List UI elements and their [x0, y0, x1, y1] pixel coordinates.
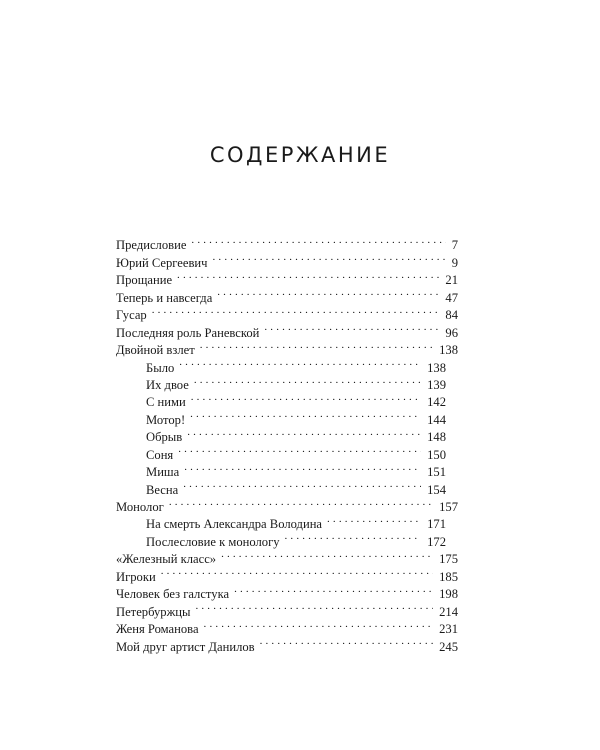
- toc-entry: [116, 232, 458, 253]
- dot-leader: [327, 511, 421, 528]
- toc-entry-page-number: 144: [427, 412, 446, 427]
- dot-leader: [260, 633, 433, 650]
- toc-subentry: [146, 424, 446, 445]
- dot-leader: [191, 389, 421, 406]
- toc-entry-title: Монолог: [116, 500, 164, 514]
- dot-leader: [190, 406, 421, 423]
- dot-leader: [152, 302, 440, 319]
- toc-subentry: [146, 441, 446, 462]
- dot-leader: [178, 441, 421, 458]
- toc-entry-page-number: 139: [427, 377, 446, 392]
- dot-leader: [184, 459, 421, 476]
- toc-subentry: [146, 372, 446, 392]
- toc-entry-page-number: 214: [439, 604, 458, 619]
- toc-entry-title: Гусар: [116, 308, 147, 323]
- toc-subentry: [146, 511, 446, 532]
- table-of-contents: [116, 232, 458, 654]
- toc-entry-title: Было: [146, 360, 175, 375]
- dot-leader: [264, 319, 439, 336]
- toc-entry-page-number: 138: [427, 360, 446, 375]
- dot-leader: [179, 354, 421, 371]
- toc-entry-page-number: 157: [439, 500, 458, 514]
- dot-leader: [200, 337, 433, 354]
- toc-entry-title: Мой друг артист Данилов: [116, 639, 255, 654]
- toc-entry-page-number: 185: [439, 569, 458, 584]
- toc-subentry: [146, 406, 446, 427]
- toc-subentry: [146, 459, 446, 480]
- toc-entry-title: Человек без галстука: [116, 587, 230, 602]
- toc-entry-title: Последняя роль Раневской: [116, 325, 260, 340]
- dot-leader: [177, 267, 439, 284]
- toc-entry-page-number: 21: [445, 273, 458, 288]
- dot-leader: [234, 581, 433, 598]
- toc-subentry: [146, 389, 446, 410]
- toc-entry-page-number: 148: [427, 430, 446, 445]
- toc-entry-page-number: 138: [439, 343, 458, 358]
- toc-entry-page-number: 150: [427, 447, 446, 462]
- toc-entry-page-number: 171: [427, 517, 446, 532]
- contents-heading: СОДЕРЖАНИЕ: [209, 143, 391, 167]
- toc-entry-title: С ними: [146, 395, 186, 410]
- toc-entry-title: Соня: [146, 447, 174, 462]
- dot-leader: [194, 372, 421, 389]
- toc-entry-title: Предисловие: [116, 238, 187, 253]
- toc-entry-page-number: 154: [427, 482, 446, 497]
- dot-leader: [285, 528, 422, 545]
- dot-leader: [169, 494, 433, 511]
- toc-entry-title: Весна: [146, 482, 179, 497]
- toc-entry-page-number: 175: [439, 552, 458, 567]
- toc-entry-page-number: 198: [439, 587, 458, 602]
- dot-leader: [213, 249, 446, 266]
- dot-leader: [196, 598, 434, 615]
- toc-entry-page-number: 151: [427, 465, 446, 480]
- toc-entry-page-number: 47: [445, 290, 458, 305]
- toc-entry-page-number: 142: [427, 395, 446, 410]
- toc-entry-title: Их двое: [146, 377, 189, 392]
- toc-subentry: [146, 476, 446, 497]
- toc-entry-title: Двойной взлет: [116, 343, 195, 358]
- toc-entry-title: «Железный класс»: [116, 552, 217, 567]
- toc-entry-title: На смерть Александра Володина: [146, 517, 323, 532]
- toc-entry-page-number: 84: [445, 308, 458, 323]
- toc-subentry: [146, 354, 446, 375]
- dot-leader: [217, 284, 439, 301]
- dot-leader: [161, 563, 433, 580]
- toc-entry: [116, 563, 458, 584]
- toc-entry-title: Петербуржцы: [116, 604, 191, 619]
- toc-entry-page-number: 9: [451, 255, 458, 270]
- toc-entry-title: Мотор!: [146, 412, 186, 427]
- toc-entry-page-number: 245: [439, 639, 458, 654]
- toc-entry: [116, 581, 458, 602]
- toc-entry-page-number: 231: [439, 622, 458, 637]
- toc-entry-page-number: 172: [427, 534, 446, 549]
- toc-entry-title: Обрыв: [146, 430, 183, 445]
- toc-entry: [116, 302, 458, 323]
- dot-leader: [221, 546, 433, 563]
- dot-leader: [183, 476, 421, 493]
- toc-entry-title: Юрий Сергеевич: [116, 255, 208, 270]
- toc-entry-title: Теперь и навсегда: [116, 290, 213, 305]
- toc-entry-title: Игроки: [116, 569, 156, 584]
- toc-entry-page-number: 96: [445, 325, 458, 340]
- toc-entry-title: Прощание: [116, 273, 173, 288]
- dot-leader: [191, 232, 445, 249]
- toc-entry-title: Миша: [146, 465, 180, 480]
- dot-leader: [204, 616, 434, 633]
- toc-entry: [116, 319, 458, 340]
- toc-entry-title: Женя Романова: [116, 622, 199, 637]
- dot-leader: [187, 424, 421, 441]
- toc-entry-title: Послесловие к монологу: [146, 534, 280, 549]
- toc-entry-page-number: 7: [451, 238, 458, 253]
